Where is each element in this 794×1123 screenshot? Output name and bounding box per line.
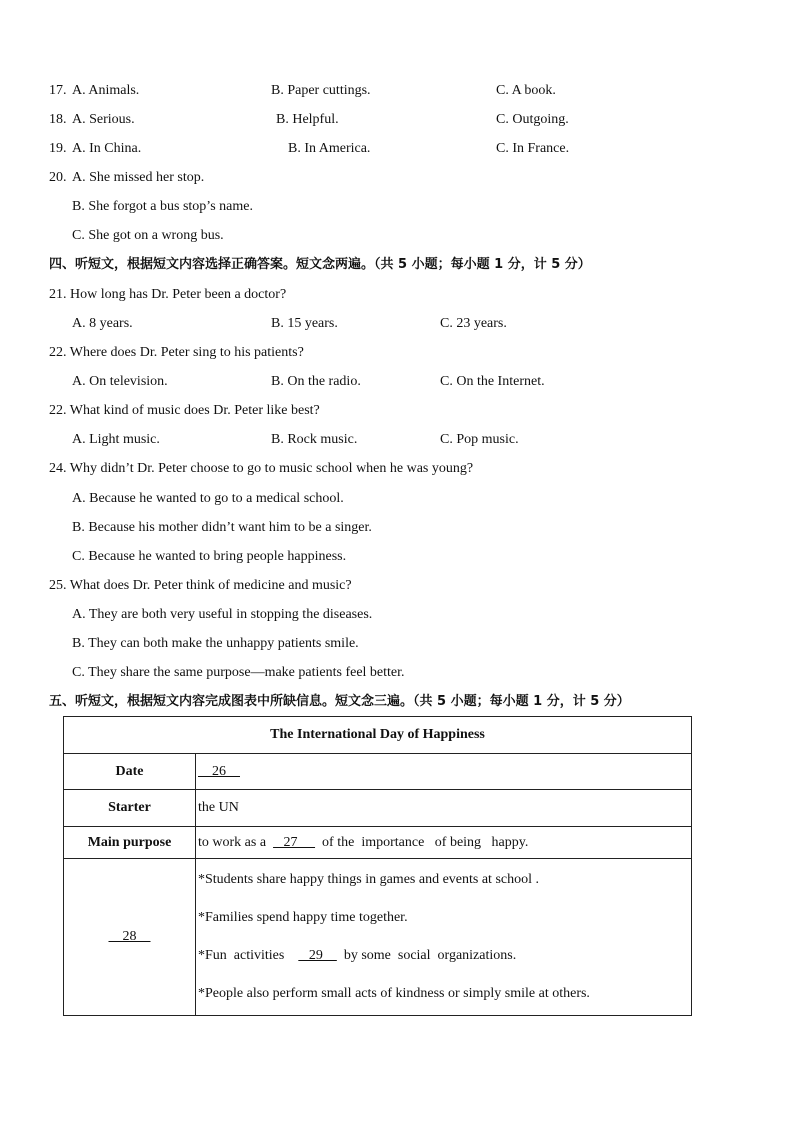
question-18	[49, 111, 67, 129]
option-24b[interactable]: B. Because his mother didn’t want him to be a singer.	[72, 520, 372, 535]
option-19a[interactable]: A. In China.	[72, 141, 142, 156]
option-20a[interactable]: A. She missed her stop.	[72, 170, 205, 185]
question-20	[49, 169, 67, 187]
option-18c[interactable]: C. Outgoing.	[496, 112, 569, 127]
option-17a[interactable]: A. Animals.	[72, 83, 140, 98]
option-23a[interactable]: A. Light music.	[72, 432, 160, 447]
question-19	[49, 140, 67, 158]
option-18a[interactable]: A. Serious.	[72, 112, 135, 127]
option-21a[interactable]: A. 8 years.	[72, 316, 133, 331]
blank-28-cell	[64, 859, 196, 1016]
option-25a[interactable]: A. They are both very useful in stopping the diseases.	[72, 607, 373, 622]
detail-people: *People also perform small acts of kindness or simply smile at others.	[198, 986, 590, 1001]
happiness-day-table	[63, 716, 692, 1016]
option-23b[interactable]: B. Rock music.	[271, 432, 358, 447]
detail-families: *Families spend happy time together.	[198, 910, 408, 925]
question-number: 18.	[49, 112, 67, 127]
section-5-heading: 五、听短文，根据短文内容完成图表中所缺信息。短文念三遍。（共 5 小题；每小题 1 分，计 5 分）	[49, 694, 630, 709]
purpose-text-post: of the importance of being happy.	[315, 834, 529, 850]
activities-cell	[196, 859, 692, 1016]
question-number: 17.	[49, 83, 67, 98]
question-17	[49, 82, 67, 100]
option-23c[interactable]: C. Pop music.	[440, 432, 519, 447]
purpose-text-pre: to work as a	[198, 834, 274, 850]
detail-students: *Students share happy things in games and events at school .	[198, 872, 539, 887]
detail3-post: by some social organizations.	[336, 948, 517, 963]
table-title: The International Day of Happiness	[64, 717, 692, 754]
option-22c[interactable]: C. On the Internet.	[440, 374, 545, 389]
option-25c[interactable]: C. They share the same purpose—make patients feel better.	[72, 665, 405, 680]
blank-28[interactable]: 28	[108, 929, 151, 944]
option-17b[interactable]: B. Paper cuttings.	[271, 83, 371, 98]
detail-fun-activities	[198, 937, 689, 975]
question-24-stem: 24. Why didn’t Dr. Peter choose to go to music school when he was young?	[49, 461, 474, 476]
question-23-stem: 22. What kind of music does Dr. Peter like best?	[49, 403, 320, 418]
blank-29[interactable]: 29	[298, 948, 337, 963]
date-value-cell	[196, 754, 692, 790]
option-24a[interactable]: A. Because he wanted to go to a medical school.	[72, 491, 344, 506]
option-19c[interactable]: C. In France.	[496, 141, 570, 156]
option-21b[interactable]: B. 15 years.	[271, 316, 338, 331]
section-4-heading: 四、听短文，根据短文内容选择正确答案。短文念两遍。（共 5 小题；每小题 1 分，计 5 分）	[49, 257, 591, 272]
option-21c[interactable]: C. 23 years.	[440, 316, 507, 331]
question-22-stem: 22. Where does Dr. Peter sing to his patients?	[49, 345, 304, 360]
option-18b[interactable]: B. Helpful.	[276, 112, 339, 127]
question-25-stem: 25. What does Dr. Peter think of medicine and music?	[49, 578, 352, 593]
starter-label: Starter	[64, 790, 196, 827]
question-number: 20.	[49, 170, 67, 185]
option-22a[interactable]: A. On television.	[72, 374, 168, 389]
option-20c[interactable]: C. She got on a wrong bus.	[72, 228, 224, 243]
option-24c[interactable]: C. Because he wanted to bring people happiness.	[72, 549, 347, 564]
detail3-pre: *Fun activities	[198, 948, 299, 963]
option-22b[interactable]: B. On the radio.	[271, 374, 361, 389]
option-25b[interactable]: B. They can both make the unhappy patients smile.	[72, 636, 359, 651]
starter-value: the UN	[196, 790, 692, 827]
blank-26[interactable]: 26	[198, 763, 240, 779]
question-21-stem: 21. How long has Dr. Peter been a doctor?	[49, 287, 287, 302]
main-purpose-value	[196, 827, 692, 859]
date-label: Date	[64, 754, 196, 790]
option-19b[interactable]: B. In America.	[288, 141, 371, 156]
main-purpose-label: Main purpose	[64, 827, 196, 859]
option-17c[interactable]: C. A book.	[496, 83, 556, 98]
option-20b[interactable]: B. She forgot a bus stop’s name.	[72, 199, 253, 214]
blank-27[interactable]: 27	[273, 834, 316, 850]
question-number: 19.	[49, 141, 67, 156]
